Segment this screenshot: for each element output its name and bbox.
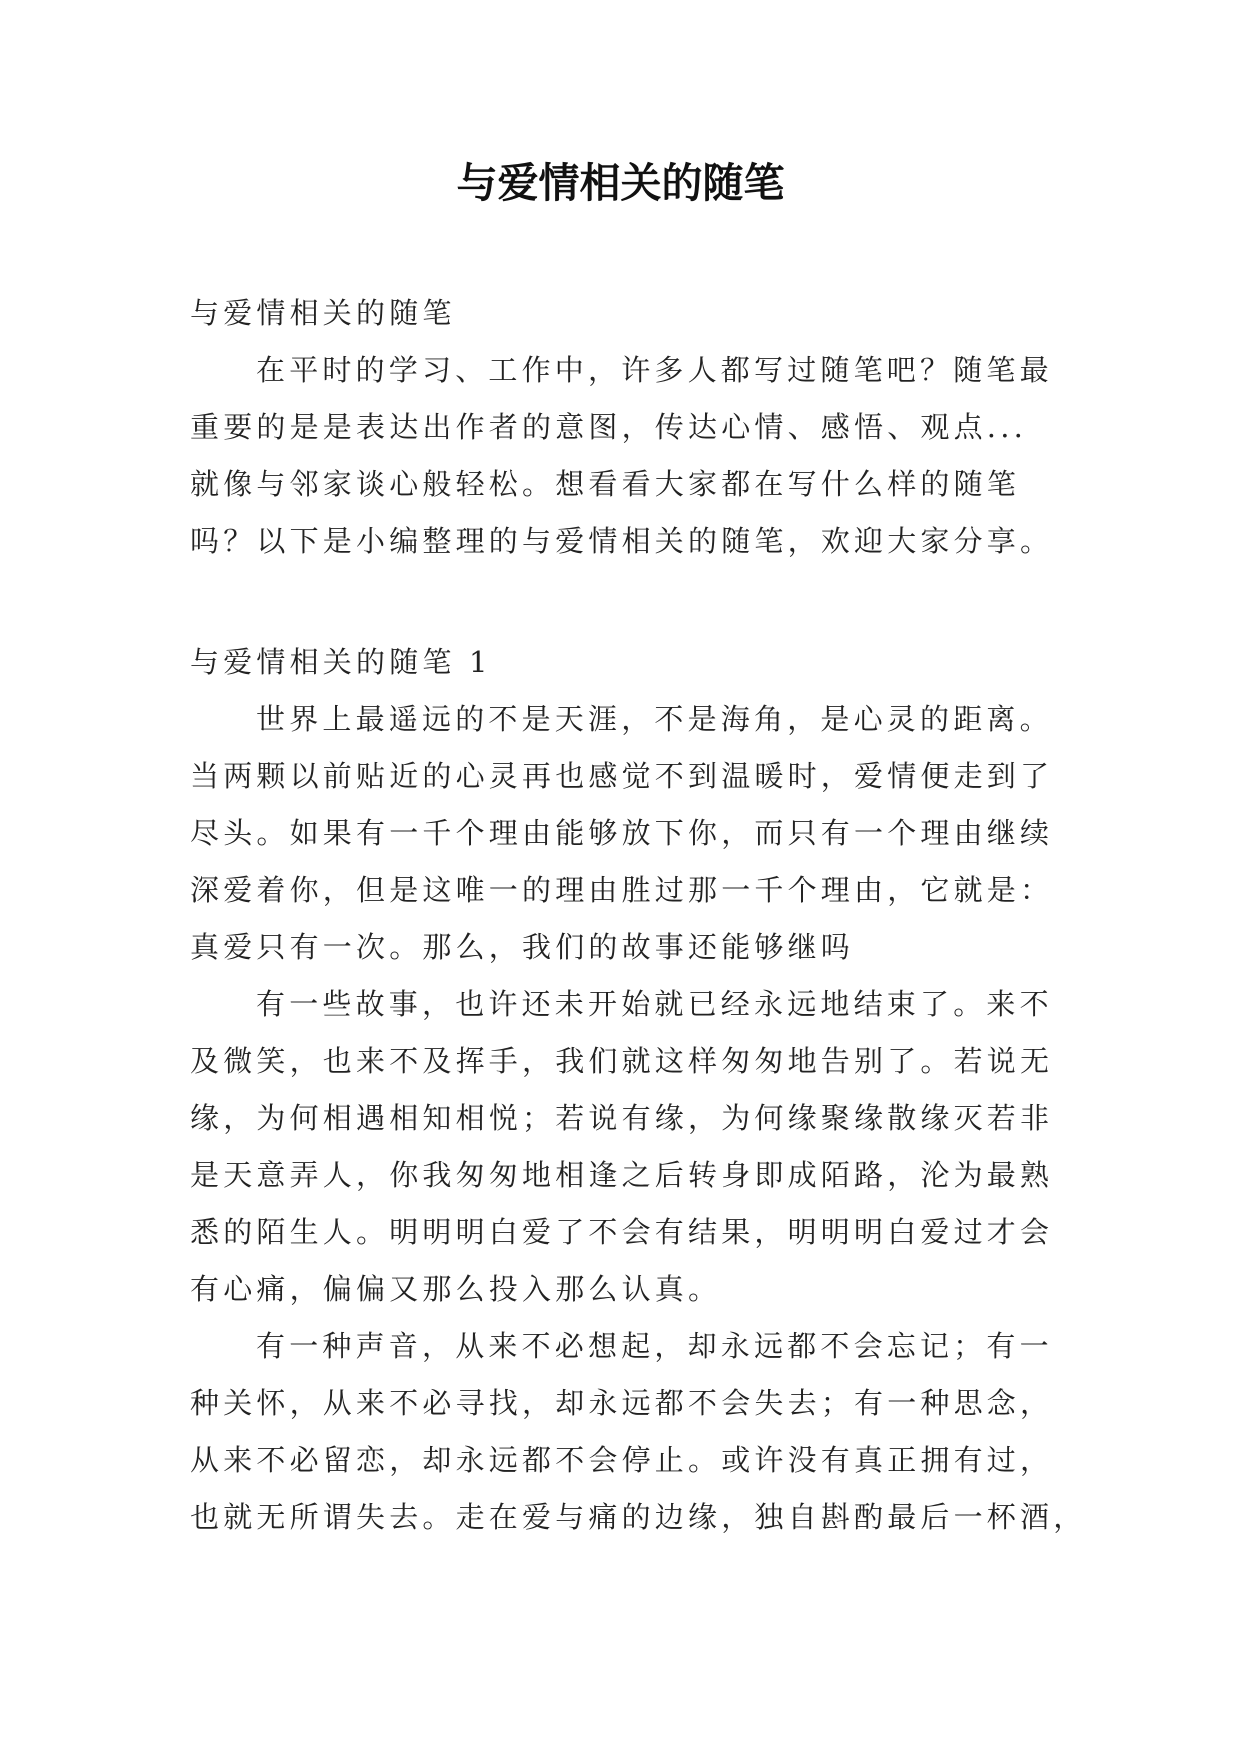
text-line: 吗？以下是小编整理的与爱情相关的随笔，欢迎大家分享。 bbox=[190, 524, 1054, 558]
text-line: 也就无所谓失去。走在爱与痛的边缘，独自斟酌最后一杯酒， bbox=[190, 1500, 1087, 1534]
section-heading: 与爱情相关的随笔 bbox=[190, 296, 456, 330]
text-line: 在平时的学习、工作中，许多人都写过随笔吧？随笔最 bbox=[256, 353, 1053, 387]
text-line: 世界上最遥远的不是天涯，不是海角，是心灵的距离。 bbox=[256, 702, 1053, 736]
text-line: 深爱着你，但是这唯一的理由胜过那一千个理由，它就是： bbox=[190, 873, 1054, 907]
text-line: 从来不必留恋，却永远都不会停止。或许没有真正拥有过， bbox=[190, 1443, 1054, 1477]
paragraph bbox=[190, 1318, 1087, 1546]
text-line: 当两颗以前贴近的心灵再也感觉不到温暖时，爱情便走到了 bbox=[190, 759, 1054, 793]
document-body bbox=[190, 285, 1087, 1546]
text-line: 种关怀，从来不必寻找，却永远都不会失去；有一种思念， bbox=[190, 1386, 1054, 1420]
text-line: 有心痛，偏偏又那么投入那么认真。 bbox=[190, 1272, 722, 1306]
text-line: 真爱只有一次。那么，我们的故事还能够继吗 bbox=[190, 930, 855, 964]
text-line: 有一种声音，从来不必想起，却永远都不会忘记；有一 bbox=[256, 1329, 1053, 1363]
text-line: 尽头。如果有一千个理由能够放下你，而只有一个理由继续 bbox=[190, 816, 1054, 850]
paragraph bbox=[190, 691, 1070, 976]
text-line: 及微笑，也来不及挥手，我们就这样匆匆地告别了。若说无 bbox=[190, 1044, 1054, 1078]
text-line: 就像与邻家谈心般轻松。想看看大家都在写什么样的随笔 bbox=[190, 467, 1021, 501]
paragraph bbox=[190, 976, 1070, 1318]
section-intro bbox=[190, 285, 1070, 570]
document-title: 与爱情相关的随笔 bbox=[456, 159, 785, 207]
paragraph bbox=[190, 342, 1070, 570]
text-line: 悉的陌生人。明明明白爱了不会有结果，明明明白爱过才会 bbox=[190, 1215, 1054, 1249]
text-line: 是天意弄人，你我匆匆地相逢之后转身即成陌路，沦为最熟 bbox=[190, 1158, 1054, 1192]
text-line: 重要的是是表达出作者的意图，传达心情、感悟、观点... bbox=[190, 410, 1028, 444]
section-heading: 与爱情相关的随笔 1 bbox=[190, 645, 492, 679]
section-1 bbox=[190, 634, 1087, 1546]
text-line: 有一些故事，也许还未开始就已经永远地结束了。来不 bbox=[256, 987, 1053, 1021]
text-line: 缘，为何相遇相知相悦；若说有缘，为何缘聚缘散缘灭若非 bbox=[190, 1101, 1054, 1135]
section-spacer bbox=[190, 570, 1070, 634]
